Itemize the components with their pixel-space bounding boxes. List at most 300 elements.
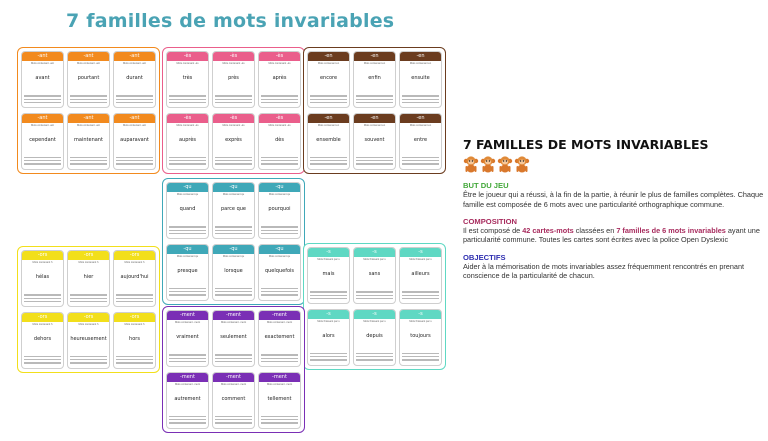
card-word-list [24, 292, 61, 302]
card-line [169, 102, 206, 103]
card-word-list [261, 93, 298, 103]
family-qu [162, 178, 305, 305]
card-line [169, 163, 206, 164]
card-line [169, 416, 206, 417]
card-line [169, 419, 206, 420]
card-tag: -en [400, 114, 441, 123]
card-line [24, 356, 61, 357]
composition-bold: 7 familles de 6 mots invariables [616, 226, 726, 236]
card-line [70, 359, 107, 360]
monkey-icon [497, 155, 513, 173]
word-card [67, 51, 110, 108]
card-line [24, 362, 61, 363]
card-line [215, 288, 252, 289]
card-subtitle: Mots contenant en [409, 62, 432, 65]
card-tag: -s [400, 248, 441, 257]
word-card [166, 182, 209, 239]
card-word: auprès [178, 136, 197, 143]
word-card [399, 113, 442, 170]
card-line [261, 288, 298, 289]
card-word-list [356, 289, 393, 299]
card-word-list [356, 351, 393, 361]
word-card [258, 372, 301, 429]
card-line [356, 353, 393, 354]
card-word: encore [319, 75, 338, 81]
card-tag: -qu [167, 245, 208, 254]
card-word: pourquoi [268, 206, 291, 212]
card-line [70, 356, 107, 357]
objectifs-title: OBJECTIFS [463, 252, 506, 262]
family-ment [162, 306, 305, 433]
page-title: 7 familles de mots invariables [66, 10, 395, 32]
card-line [70, 160, 107, 161]
card-word: après [272, 75, 287, 81]
word-card [353, 51, 396, 108]
card-word: auparavant [120, 136, 149, 143]
word-card [353, 309, 396, 366]
section-composition [463, 217, 765, 245]
card-word: enfin [368, 75, 381, 81]
card-tag: -qu [259, 245, 300, 254]
card-word: toujours [410, 332, 431, 339]
section-objectifs [463, 253, 765, 281]
card-line [169, 291, 206, 292]
card-word-list [24, 93, 61, 103]
card-word: exprès [225, 136, 242, 143]
card-word: maintenant [74, 136, 103, 143]
word-card [307, 113, 350, 170]
card-word-list [261, 224, 298, 234]
card-tag: -ors [68, 313, 109, 322]
card-word-list [169, 224, 206, 234]
card-tag: -ment [259, 311, 300, 320]
card-word-list [261, 286, 298, 296]
word-card [212, 244, 255, 301]
card-subtitle: Mots contenant en [363, 123, 386, 127]
card-word-list [261, 155, 298, 165]
card-line [261, 291, 298, 292]
card-line [402, 353, 439, 354]
card-word: hélas [35, 274, 50, 280]
card-word: près [228, 75, 239, 81]
card-tag: -s [354, 310, 395, 319]
card-subtitle: Mots contenant qu [268, 193, 291, 196]
card-word-list [24, 155, 61, 165]
card-word: lorsque [224, 267, 243, 274]
card-tag: -ors [68, 251, 109, 260]
composition-part: ayant une particularité commune. Toutes les cartes sont écrites avec la police Open Dyslexic [463, 226, 760, 245]
card-line [169, 157, 206, 158]
card-line [116, 102, 153, 103]
card-word-list [402, 289, 439, 299]
card-line [356, 295, 393, 296]
card-word-list [169, 352, 206, 362]
card-subtitle: Mots contenant h [32, 322, 53, 326]
card-subtitle: Mots contenant qu [222, 254, 245, 258]
card-subtitle: Mots finissant par s [317, 258, 340, 261]
card-subtitle: Mots contenant h [124, 261, 145, 264]
card-line [356, 160, 393, 161]
card-word-list [215, 414, 252, 424]
card-line [215, 160, 252, 161]
card-line [70, 298, 107, 299]
but-title: BUT DU JEU [463, 181, 509, 190]
card-line [402, 95, 439, 96]
word-card [67, 250, 110, 307]
card-word: vraiment [176, 334, 199, 340]
card-line [215, 163, 252, 164]
card-line [70, 99, 107, 100]
card-tag: -s [308, 310, 349, 319]
card-tag: -en [308, 52, 349, 61]
card-line [261, 160, 298, 161]
word-card [113, 250, 156, 307]
card-line [116, 163, 153, 164]
card-line [24, 359, 61, 360]
card-tag: -ant [114, 52, 155, 61]
card-subtitle: Mots contenant en [409, 123, 432, 127]
card-word: presque [177, 267, 198, 274]
card-subtitle: Mots contenant -ant [31, 123, 54, 127]
card-subtitle: Mots contenant -ment [266, 382, 293, 386]
card-word: durant [126, 75, 143, 81]
word-card [212, 182, 255, 239]
card-line [169, 358, 206, 359]
family-h [17, 246, 160, 373]
card-word-list [169, 93, 206, 103]
card-line [169, 160, 206, 161]
card-word: aujourd'hui [120, 274, 149, 280]
card-line [169, 354, 206, 355]
card-tag: -ès [213, 52, 254, 61]
card-word-list [169, 286, 206, 296]
card-line [310, 157, 347, 158]
card-word: tellement [267, 395, 292, 402]
card-line [215, 361, 252, 362]
card-tag: -ors [22, 251, 63, 260]
card-subtitle: Mots contenant qu [176, 193, 199, 196]
card-line [116, 160, 153, 161]
card-line [24, 102, 61, 103]
card-line [169, 294, 206, 295]
card-word: hors [129, 335, 140, 342]
word-card [307, 309, 350, 366]
card-word-list [24, 354, 61, 364]
card-line [169, 288, 206, 289]
card-subtitle: Mots contenant -ment [266, 321, 293, 324]
card-tag: -ès [259, 52, 300, 61]
card-word-list [169, 414, 206, 424]
card-line [169, 233, 206, 234]
card-word-list [116, 93, 153, 103]
card-line [169, 95, 206, 96]
word-card [212, 372, 255, 429]
card-line [70, 163, 107, 164]
composition-text [463, 226, 765, 245]
card-subtitle: Mots contenant qu [222, 193, 245, 196]
card-subtitle: Mots contenant h [124, 322, 145, 326]
card-line [70, 157, 107, 158]
card-word: entre [413, 136, 428, 143]
card-word-list [402, 155, 439, 165]
card-line [116, 294, 153, 295]
card-line [169, 422, 206, 423]
card-line [24, 99, 61, 100]
card-word: seulement [220, 334, 247, 340]
card-tag: -ors [22, 313, 63, 322]
card-line [402, 359, 439, 360]
card-word: heureusement [70, 335, 107, 342]
card-line [310, 163, 347, 164]
card-line [261, 157, 298, 158]
card-line [356, 291, 393, 292]
card-line [356, 163, 393, 164]
card-word-list [261, 414, 298, 424]
word-card [166, 51, 209, 108]
card-word-list [356, 155, 393, 165]
card-subtitle: Mots contenant -ment [174, 382, 201, 386]
card-line [402, 291, 439, 292]
card-line [310, 295, 347, 296]
card-word-list [70, 93, 107, 103]
card-tag: -ment [213, 373, 254, 382]
card-word: autrement [174, 395, 201, 402]
card-subtitle: Mots finissant par s [409, 319, 432, 323]
family-s [303, 243, 446, 370]
card-tag: -ant [114, 114, 155, 123]
word-card [166, 244, 209, 301]
card-line [70, 95, 107, 96]
card-line [356, 102, 393, 103]
card-tag: -s [400, 310, 441, 319]
card-subtitle: Mots contenant qu [268, 254, 291, 258]
card-tag: -ment [213, 311, 254, 320]
card-line [24, 160, 61, 161]
word-card [166, 310, 209, 367]
card-line [24, 301, 61, 302]
card-subtitle: Mots finissant par s [409, 258, 432, 261]
card-line [215, 230, 252, 231]
card-subtitle: Mots contenant -ant [31, 62, 54, 65]
but-text: Être le joueur qui a réussi, à la fin de la partie, à réunir le plus de familles complètes. Chaque famille est composée de 6 mots avec une particularité orthographique commune. [463, 190, 764, 209]
card-tag: -ment [167, 373, 208, 382]
card-line [261, 422, 298, 423]
card-word: dès [275, 136, 284, 143]
card-line [356, 157, 393, 158]
card-line [310, 99, 347, 100]
card-word: comment [221, 395, 246, 402]
rules-panel [463, 137, 765, 281]
card-line [261, 95, 298, 96]
card-line [215, 157, 252, 158]
card-line [215, 99, 252, 100]
card-line [261, 358, 298, 359]
card-line [356, 99, 393, 100]
card-tag: -ès [167, 52, 208, 61]
card-word-list [261, 352, 298, 362]
word-card [258, 113, 301, 170]
card-line [116, 99, 153, 100]
card-word-list [116, 354, 153, 364]
card-tag: -s [308, 248, 349, 257]
word-card [212, 51, 255, 108]
card-line [310, 160, 347, 161]
card-subtitle: Mots contenant -ès [268, 62, 291, 65]
card-line [116, 298, 153, 299]
card-line [261, 416, 298, 417]
card-line [310, 356, 347, 357]
card-line [310, 298, 347, 299]
word-card [353, 247, 396, 304]
card-line [402, 102, 439, 103]
card-word: souvent [364, 136, 385, 143]
card-word-list [116, 155, 153, 165]
card-line [116, 301, 153, 302]
card-line [310, 353, 347, 354]
card-line [356, 356, 393, 357]
word-card [21, 113, 64, 170]
word-card [113, 312, 156, 369]
word-card [21, 51, 64, 108]
card-word: dehors [33, 335, 52, 342]
card-subtitle: Mots contenant -ment [220, 382, 247, 386]
card-subtitle: Mots contenant -ès [222, 123, 245, 127]
card-line [402, 160, 439, 161]
card-line [261, 361, 298, 362]
word-card [258, 310, 301, 367]
card-word-list [116, 292, 153, 302]
card-subtitle: Mots contenant -ès [176, 123, 199, 127]
card-word: quand [179, 206, 196, 212]
card-word: hier [83, 274, 94, 280]
composition-part: classées en [573, 226, 617, 236]
card-subtitle: Mots contenant -ant [123, 123, 146, 127]
card-word-list [356, 93, 393, 103]
card-word-list [70, 354, 107, 364]
card-line [261, 294, 298, 295]
card-word: mais [322, 271, 335, 277]
card-line [169, 99, 206, 100]
card-word: parce que [220, 206, 247, 212]
card-tag: -ès [167, 114, 208, 123]
card-line [402, 298, 439, 299]
card-subtitle: Mots finissant par s [363, 319, 386, 323]
card-word-list [310, 289, 347, 299]
card-tag: -en [400, 52, 441, 61]
word-card [258, 244, 301, 301]
word-card [113, 51, 156, 108]
card-word-list [310, 155, 347, 165]
card-word: très [182, 75, 193, 81]
card-subtitle: Mots contenant en [317, 62, 340, 65]
card-subtitle: Mots contenant en [363, 62, 386, 65]
card-line [215, 102, 252, 103]
word-card [258, 51, 301, 108]
card-subtitle: Mots contenant -ant [123, 62, 146, 65]
word-card [258, 182, 301, 239]
card-line [24, 95, 61, 96]
card-subtitle: Mots contenant qu [176, 254, 199, 258]
family-es [162, 47, 305, 174]
word-card [21, 250, 64, 307]
card-line [356, 359, 393, 360]
card-line [261, 226, 298, 227]
card-word: pourtant [77, 75, 100, 81]
card-tag: -ors [114, 251, 155, 260]
card-line [261, 163, 298, 164]
card-subtitle: Mots contenant -ès [222, 62, 245, 65]
card-line [24, 294, 61, 295]
card-subtitle: Mots contenant -ment [174, 321, 201, 324]
card-tag: -ant [68, 114, 109, 123]
card-word: avant [35, 75, 50, 81]
card-word: alors [322, 332, 335, 339]
card-line [24, 163, 61, 164]
card-line [310, 102, 347, 103]
card-line [402, 356, 439, 357]
card-word: cependant [29, 136, 56, 143]
card-subtitle: Mots contenant h [32, 261, 53, 264]
card-word: ailleurs [411, 271, 430, 277]
card-line [116, 95, 153, 96]
card-tag: -ment [259, 373, 300, 382]
composition-title: COMPOSITION [463, 216, 518, 226]
word-card [399, 247, 442, 304]
card-tag: -ment [167, 311, 208, 320]
card-line [215, 422, 252, 423]
word-card [307, 247, 350, 304]
monkey-icon [480, 155, 496, 173]
card-line [402, 157, 439, 158]
card-line [116, 362, 153, 363]
card-tag: -ant [22, 52, 63, 61]
card-word-list [215, 93, 252, 103]
card-subtitle: Mots finissant par s [363, 258, 386, 261]
family-ant [17, 47, 160, 174]
card-word-list [70, 292, 107, 302]
word-card [353, 113, 396, 170]
card-word: ensemble [316, 136, 341, 143]
card-word: sans [368, 271, 381, 277]
card-line [261, 233, 298, 234]
word-card [21, 312, 64, 369]
card-tag: -qu [167, 183, 208, 192]
card-word: quelquefois [264, 267, 295, 274]
card-line [215, 95, 252, 96]
card-line [116, 359, 153, 360]
card-tag: -qu [213, 245, 254, 254]
composition-part: Il est composé de [463, 226, 523, 236]
word-card [307, 51, 350, 108]
card-subtitle: Mots contenant -ès [268, 123, 291, 127]
card-line [215, 354, 252, 355]
card-tag: -en [308, 114, 349, 123]
card-word-list [215, 286, 252, 296]
objectifs-text: Aider à la mémorisation de mots invariables assez fréquemment rencontrés en prenant conscience de la particularité de chacun. [463, 262, 745, 281]
word-card [166, 113, 209, 170]
card-line [169, 230, 206, 231]
card-line [402, 99, 439, 100]
card-tag: -ors [114, 313, 155, 322]
word-card [399, 51, 442, 108]
card-line [215, 294, 252, 295]
word-card [67, 113, 110, 170]
card-line [402, 295, 439, 296]
card-line [310, 359, 347, 360]
card-subtitle: Mots contenant h [78, 261, 99, 264]
card-subtitle: Mots contenant -ment [220, 321, 247, 324]
card-line [261, 230, 298, 231]
